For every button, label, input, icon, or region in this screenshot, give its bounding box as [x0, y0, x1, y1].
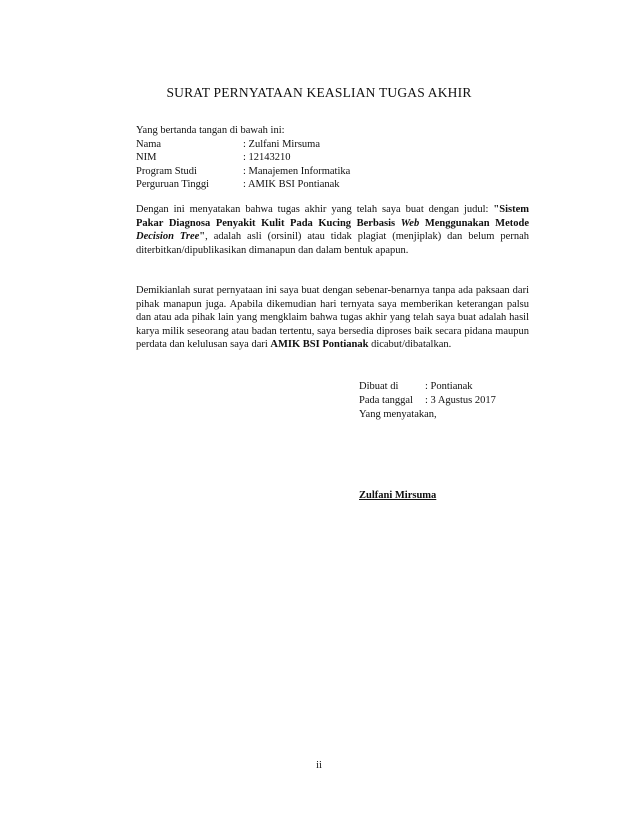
statement-lead: Dengan ini menyatakan bahwa tugas akhir yang telah saya buat dengan judul:	[136, 204, 494, 215]
identity-label: Nama	[136, 138, 162, 150]
identity-value: : AMIK BSI Pontianak	[243, 179, 340, 191]
place-value: : Pontianak	[425, 381, 473, 392]
date-label: Pada tanggal	[359, 395, 413, 406]
identity-row-program	[136, 165, 529, 179]
intro-text: Yang bertanda tangan di bawah ini:	[136, 125, 285, 136]
document-title: SURAT PERNYATAAN KEASLIAN TUGAS AKHIR	[166, 85, 472, 100]
thesis-title-part1: "Sistem Pakar Diagnosa Penyakit Kulit Pada Kucing Berbasis	[136, 204, 529, 229]
place-label: Dibuat di	[359, 381, 399, 392]
thesis-title-close: "	[199, 231, 206, 243]
identity-label: Program Studi	[136, 165, 197, 177]
declaration-institution: AMIK BSI Pontianak	[270, 339, 369, 351]
statement-paragraph	[136, 203, 529, 257]
declaration-paragraph	[136, 284, 529, 352]
signature-place-date	[359, 380, 539, 422]
date-value: : 3 Agustus 2017	[425, 395, 496, 406]
identity-label: NIM	[136, 152, 157, 164]
closing-text: Yang menyatakan,	[359, 409, 437, 420]
identity-value: : Zulfani Mirsuma	[243, 138, 320, 150]
thesis-title-web: Web	[400, 217, 420, 229]
signer-name: Zulfani Mirsuma	[359, 490, 437, 501]
identity-value: : Manajemen Informatika	[243, 165, 351, 177]
thesis-title-part2: Menggunakan Metode	[419, 217, 529, 229]
place-row	[359, 380, 539, 394]
declaration-end: dicabut/dibatalkan.	[368, 339, 452, 351]
statement-tail: , adalah asli (orsinil) atau tidak plagiat (menjiplak) dan belum pernah diterbitkan/dipublikasikan dimanapun dan dalam bentuk apapun.	[136, 231, 529, 256]
date-row	[359, 394, 539, 408]
page-number: ii	[316, 760, 322, 771]
thesis-title-method: Decision Tree	[136, 231, 200, 243]
identity-section	[136, 124, 529, 192]
identity-row-institution	[136, 178, 529, 192]
declaration-text: Demikianlah surat pernyataan ini saya buat dengan sebenar-benarnya tanpa ada paksaan dari pihak manapun juga. Apabila dikemudian hari ternyata saya memberikan keterangan palsu dan atau ada pihak lain yang mengklaim bahwa tugas akhir yang telah saya buat adalah hasil karya milik seseorang atau badan tertentu, saya bersedia diproses baik secara pidana maupun perdata dan kelulusan saya dari	[136, 285, 529, 351]
identity-label: Perguruan Tinggi	[136, 179, 210, 191]
identity-row-name	[136, 138, 529, 152]
identity-value: : 12143210	[243, 152, 291, 164]
identity-row-nim	[136, 151, 529, 165]
